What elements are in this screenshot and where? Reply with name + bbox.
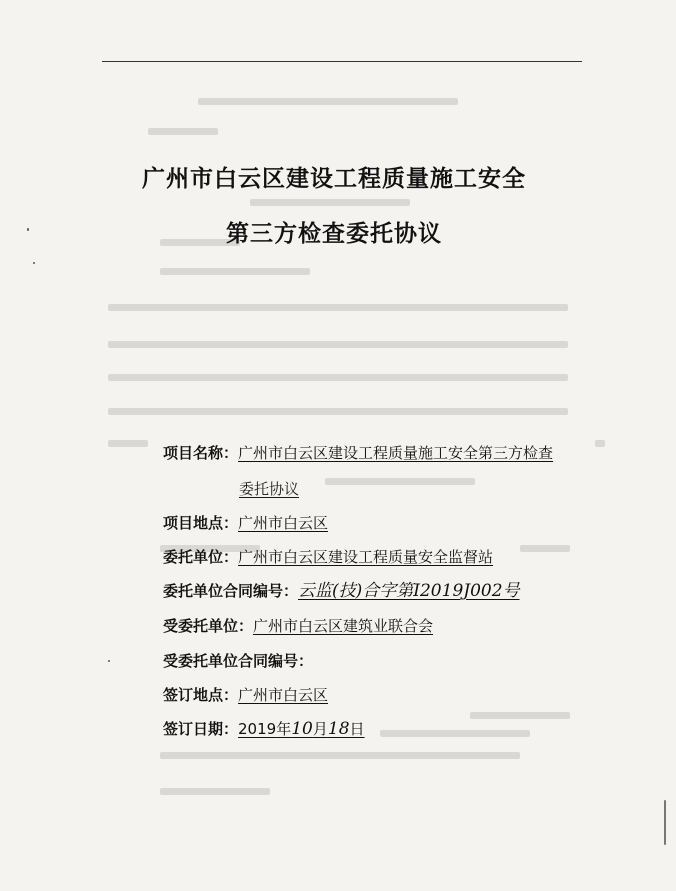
project-name-value: 广州市白云区建设工程质量施工安全第三方检查 <box>238 444 554 462</box>
signing-month-handwritten: 10 <box>291 719 313 739</box>
project-location-value: 广州市白云区 <box>238 514 329 532</box>
signing-day-handwritten: 18 <box>327 719 350 739</box>
top-rule <box>102 61 582 62</box>
signing-date-row <box>163 719 365 739</box>
scan-speck <box>108 660 110 662</box>
signing-year: 2019 <box>238 720 277 738</box>
project-name-row <box>163 443 553 463</box>
signing-place-value: 广州市白云区 <box>238 686 329 704</box>
project-location-label: 项目地点： <box>163 514 239 532</box>
scan-speck <box>33 262 35 264</box>
client-contract-no-row <box>163 581 520 601</box>
signing-date-value: 2019年10月18日 <box>238 719 365 739</box>
document-title-line-1: 广州市白云区建设工程质量施工安全 <box>142 166 526 192</box>
project-name-value-continued: 委托协议 <box>239 480 300 498</box>
project-location-row <box>163 513 328 533</box>
project-name-label: 项目名称： <box>163 444 239 462</box>
client-contract-no-handwritten: 云监(技)合字第I2019J002号 <box>298 581 520 601</box>
signing-date-label: 签订日期： <box>163 720 239 738</box>
contractor-contract-no-label: 受委托单位合同编号： <box>163 652 314 670</box>
signing-place-row <box>163 685 328 705</box>
contractor-contract-no-row <box>163 651 313 671</box>
contractor-value: 广州市白云区建筑业联合会 <box>253 617 434 635</box>
client-contract-no-label: 委托单位合同编号： <box>163 582 299 600</box>
contractor-row <box>163 616 433 636</box>
client-label: 委托单位： <box>163 548 239 566</box>
client-value: 广州市白云区建设工程质量安全监督站 <box>238 548 494 566</box>
document-title-line-2: 第三方检查委托协议 <box>226 221 442 247</box>
scan-speck <box>27 228 29 231</box>
contractor-label: 受委托单位： <box>163 617 254 635</box>
signing-place-label: 签订地点： <box>163 686 239 704</box>
client-row <box>163 547 493 567</box>
scan-edge-mark <box>664 800 666 845</box>
